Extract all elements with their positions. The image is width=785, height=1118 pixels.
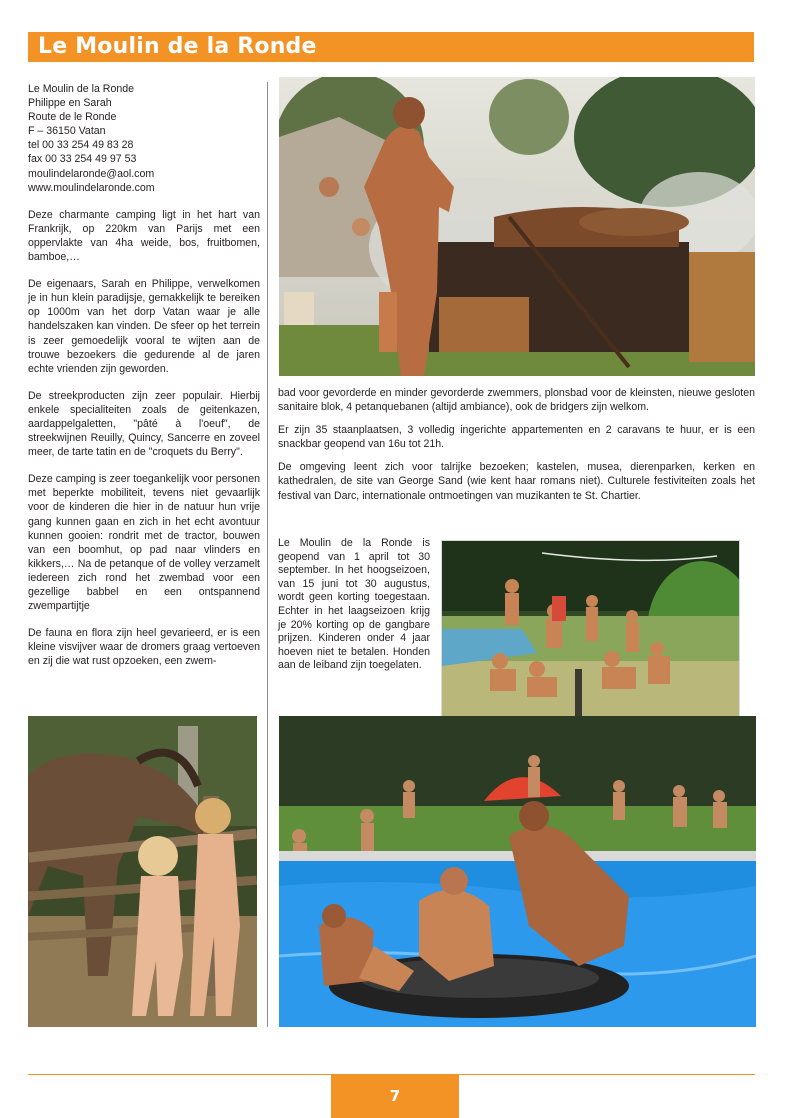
paragraph-pool: bad voor gevorderde en minder gevorderde zwemmers, plonsbad voor de kleinsten, nieuwe gesloten sanitaire blok, 4 petanquebanen (altijd ambiance), ook de bridgers zijn welkom. [278, 387, 755, 414]
right-text-block [278, 386, 755, 512]
paragraph-owners: De eigenaars, Sarah en Philippe, verwelkomen je in hun klein paradijsje, gemakkelijk te bereiken op 1000m van het dorp Vatan waar je alle handelszaken kan vinden. De sfeer op het terrein is zeer gemoedelijk vooral te wijten aan de trouwe bezoekers die gedurende al de jaren echte vrienden zijn geworden. [28, 278, 260, 375]
paragraph-fauna: De fauna en flora zijn heel gevarieerd, er is een kleine visvijver waar de dromers graag vertoeven en zij die wat rust opzoeken, een zwem- [28, 627, 260, 668]
page-title: Le Moulin de la Ronde [38, 34, 317, 59]
address-street: Route de le Ronde [28, 111, 117, 124]
season-text-block [278, 537, 430, 673]
address-fax: fax 00 33 254 49 97 53 [28, 153, 137, 166]
address-email: moulindelaronde@aol.com [28, 167, 155, 180]
photo-children-horse [28, 716, 257, 1027]
address-web: www.moulindelaronde.com [28, 181, 155, 194]
paragraph-season: Le Moulin de la Ronde is geopend van 1 april tot 30 september. In het hoogseizoen, van 15 juni tot 30 augustus, wordt geen korting toegestaan. Echter in het laagseizoen krijg je 20% korting op de gangbare prijzen. Kinderen onder 4 jaar hoeven niet te betalen. Honden aan de leiband zijn toegelaten. [278, 537, 430, 672]
address-name: Le Moulin de la Ronde [28, 83, 135, 95]
paragraph-pitches: Er zijn 35 staanplaatsen, 3 volledig ingerichte appartementen en 2 caravans te huur, er is een snackbar geopend van 16u tot 21h. [278, 424, 755, 451]
address-city: F – 36150 Vatan [28, 125, 106, 138]
photo-lawn-group [442, 541, 739, 733]
left-column [28, 82, 260, 668]
page-number-box [331, 1074, 459, 1118]
photo-swimming-pool [279, 716, 756, 1027]
photo-barbecue [279, 77, 755, 376]
paragraph-products: De streekproducten zijn zeer populair. Hierbij enkele specialiteiten zoals de geitenkazen, aardappelgaletten, "pâté à l'oeuf", de streekwijnen Reuilly, Quincy, Sancerre en zoveel meer, de tarte tatin en de "croquets du Berry". [28, 389, 260, 459]
paragraph-location: Deze charmante camping ligt in het hart van Frankrijk, op 220km van Parijs met een oppervlakte van 4ha weide, bos, fruitbomen, bamboe,… [28, 208, 260, 264]
title-bar [28, 32, 754, 62]
paragraph-surroundings: De omgeving leent zich voor talrijke bezoeken; kastelen, musea, dierenparken, kerken en kathedralen, de site van George Sand (wie kent haar romans niet). Culturele festiviteiten zoals het festival van Darc, internationale ontmoetingen van muzikanten te St. Chartier. [278, 461, 755, 502]
address-owners: Philippe en Sarah [28, 97, 112, 110]
paragraph-accessibility: Deze camping is zeer toegankelijk voor personen met beperkte mobiliteit, tevens niet gevaarlijk voor de kinderen die hier in de natuur hun vrije gang kunnen gaan en zich in het echt avontuur kunnen gooien: rondrit met de tractor, bouwen van een boomhut, op pad naar vlinders en kikkers,… Na de petanque of de volley verzamelt iedereen zich rond het zwembad voor een gezellige babbel en een ontspannend zwempartijtje [28, 473, 260, 613]
column-divider [267, 82, 268, 1027]
address-block [28, 82, 260, 195]
page-number: 7 [389, 1087, 401, 1105]
address-tel: tel 00 33 254 49 83 28 [28, 139, 134, 152]
